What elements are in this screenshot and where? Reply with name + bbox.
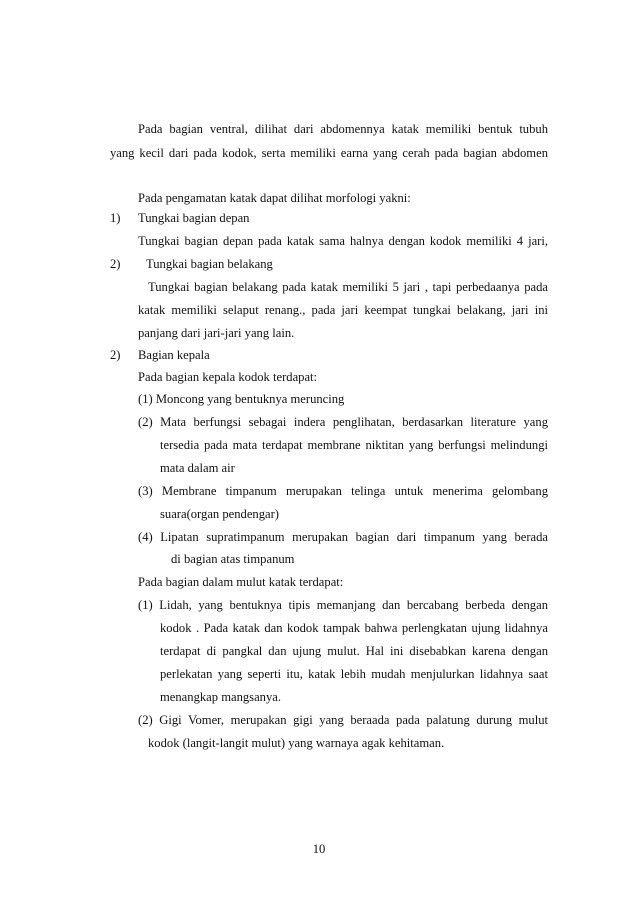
item-3-sub-2-line-3: mata dalam air xyxy=(160,461,235,475)
item-3-sub-2-line-2: tersedia pada mata terdapat membrane niktitan yang berfungsi melindungi xyxy=(160,438,548,452)
item-3-sub-4-line-1: (4) Lipatan supratimpanum merupakan bagian dari timpanum yang berada xyxy=(138,530,548,544)
ventral-line-1: Pada bagian ventral, dilihat dari abdomennya katak memiliki bentuk tubuh xyxy=(138,122,548,136)
item-3-sub-4-line-2: di bagian atas timpanum xyxy=(171,552,295,566)
item-2-number: 2) xyxy=(110,257,121,271)
mouth-1-line-4: perlekatan yang seperti itu, katak lebih mudah menjulurkan lidahnya saat xyxy=(160,667,548,681)
morfologi-intro: Pada pengamatan katak dapat dilihat morfologi yakni: xyxy=(138,191,411,205)
mouth-intro: Pada bagian dalam mulut katak terdapat: xyxy=(138,575,344,589)
mouth-2-line-2: kodok (langit-langit mulut) yang warnaya agak kehitaman. xyxy=(148,736,445,750)
mouth-1-line-1: (1) Lidah, yang bentuknya tipis memanjang dan bercabang berbeda dengan xyxy=(138,598,548,612)
item-3-number: 2) xyxy=(110,348,121,362)
mouth-2-line-1: (2) Gigi Vomer, merupakan gigi yang beraada pada palatung durung mulut xyxy=(138,713,548,727)
item-3-title: Bagian kepala xyxy=(138,348,210,362)
item-2-line-3: panjang dari jari-jari yang lain. xyxy=(138,326,295,340)
item-3-intro: Pada bagian kepala kodok terdapat: xyxy=(138,370,318,384)
item-2-line-1: Tungkai bagian belakang pada katak memiliki 5 jari , tapi perbedaanya pada xyxy=(148,280,548,294)
mouth-1-line-5: menangkap mangsanya. xyxy=(160,690,281,704)
page-number: 10 xyxy=(312,842,326,856)
item-1-number: 1) xyxy=(110,211,121,225)
item-3-sub-3-line-2: suara(organ pendengar) xyxy=(160,507,280,521)
mouth-1-line-2: kodok . Pada katak dan kodok tampak bahwa perlengkatan ujung lidahnya xyxy=(160,621,548,635)
item-1-text: Tungkai bagian depan pada katak sama halnya dengan kodok memiliki 4 jari, xyxy=(138,234,548,248)
item-1-title: Tungkai bagian depan xyxy=(138,211,250,225)
item-2-line-2: katak memiliki selaput renang., pada jari keempat tungkai belakang, jari ini xyxy=(138,303,548,317)
item-3-sub-2-line-1: (2) Mata berfungsi sebagai indera penglihatan, berdasarkan literature yang xyxy=(138,415,548,429)
ventral-line-2: yang kecil dari pada kodok, serta memiliki earna yang cerah pada bagian abdomen xyxy=(110,146,548,160)
mouth-1-line-3: terdapat di pangkal dan ujung mulut. Hal ini disebabkan karena dengan xyxy=(160,644,548,658)
item-3-sub-1: (1) Moncong yang bentuknya meruncing xyxy=(138,392,345,406)
item-3-sub-3-line-1: (3) Membrane timpanum merupakan telinga untuk menerima gelombang xyxy=(138,484,548,498)
item-2-title: Tungkai bagian belakang xyxy=(146,257,273,271)
